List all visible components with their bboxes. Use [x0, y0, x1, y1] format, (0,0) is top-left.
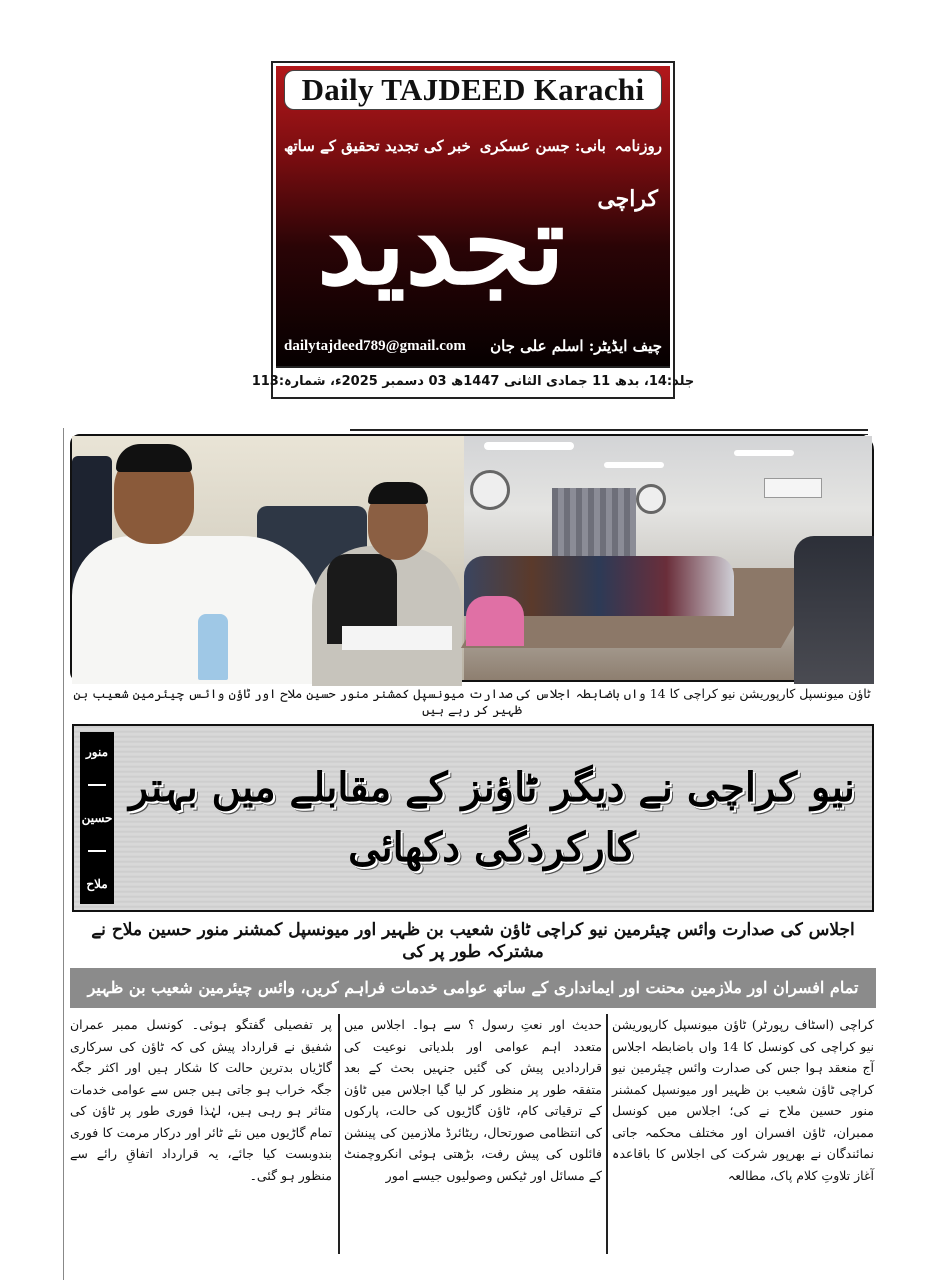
wall-fan	[470, 470, 510, 510]
column-divider	[338, 1014, 340, 1254]
byline-word: منور	[85, 744, 109, 759]
subheadline-1: اجلاس کی صدارت وائس چیئرمین نیو کراچی ٹاؤن شعیب بن ظہیر اور میونسپل کمشنر منور حسین ملاح نے مشترکہ طور پر کی	[91, 920, 855, 962]
left-frame-line	[63, 428, 64, 1280]
masthead-banner	[276, 66, 670, 368]
masthead-email: dailytajdeed789@gmail.com	[284, 337, 466, 354]
wall-fan	[636, 484, 666, 514]
masthead-motto: خبر کی تجدید تحقیق کے ساتھ	[284, 137, 471, 155]
byline-word: ملاح	[86, 877, 108, 892]
masthead-chief-editor: چیف ایڈیٹر: اسلم علی جان	[490, 337, 662, 355]
photo-caption: ٹاؤن میونسپل کارپوریشن نیو کراچی کا 14 واں باضابطہ اجلاس کی صدارت میونسپل کمشنر منور حسین ملاح اور ٹاؤن وائس چیئرمین شعیب بن ظہیر کر رہے ہیں	[73, 686, 871, 717]
masthead-founder: بانی: جسن عسکری	[479, 137, 606, 155]
article-column-3: پر تفصیلی گفتگو ہوئی۔ کونسل ممبر عمران شفیق نے قرارداد پیش کی کہ ٹاؤن کی سرکاری گاڑیاں بدترین حالت کا شکار ہیں اور اکثر جگہ جگہ خراب ہو جاتی ہیں جس سے عوامی خدمات متاثر ہو رہی ہیں، لہٰذا فوری طور پر ٹاؤن کی تمام گاڑیوں میں نئے ٹائر اور درکار مرمت کا فوری بندوبست کیا جائے، یہ قرارداد اتفاقِ رائے سے منظور ہو گئی۔	[70, 1017, 332, 1183]
article-column-2: حدیث اور نعتِ رسول ؟ سے ہوا۔ اجلاس میں متعدد اہم عوامی اور بلدیاتی نوعیت کی قراردادیں پیش کی گئیں جنہیں بحث کے بعد متفقہ طور پر منظور کر لیا گیا اجلاس میں ٹاؤن کے ترقیاتی کام، ٹاؤن گاڑیوں کی حالت، پارکوں کی انتظامی صورتحال، ریٹائرڈ ملازمین کی پینشن فائلوں کی پیش رفت، بڑھتی ہوئی انکروچمنٹ کے مسائل اور ٹیکس وصولیوں جیسے امور	[344, 1017, 602, 1183]
air-conditioner	[764, 478, 822, 498]
masthead-logo: تجدید	[317, 180, 565, 309]
water-bottle	[198, 614, 228, 680]
masthead-daily-label: روزنامہ	[614, 137, 662, 155]
ceiling-light	[484, 442, 574, 450]
byline-dash	[88, 850, 106, 852]
byline-dash	[88, 784, 106, 786]
column-divider	[606, 1014, 608, 1254]
masthead-bottom-row	[284, 328, 662, 364]
official-2-hair	[368, 482, 428, 504]
headline-box	[72, 724, 874, 912]
byline-word: حسین	[81, 810, 113, 825]
article-column-1: کراچی (اسٹاف رپورٹر) ٹاؤن میونسپل کارپوریشن نیو کراچی کی کونسل کا 14 واں باضابطہ اجلاس آج منعقد ہوا جس کی صدارت وائس چیئرمین نیو کراچی ٹاؤن شعیب بن ظہیر اور میونسپل کمشنر منور حسین ملاح نے کی؛ اجلاس میں کونسل ممبران، ٹاؤن افسران اور مختلف محکمہ جاتی نمائندگان نے بھرپور شرکت کی اجلاس کا باقاعدہ آغاز تلاوتِ کلام پاک، مطالعہ	[612, 1017, 874, 1183]
masthead-dateline: جلد:14، بدھ 11 جمادی الثانی 1447ھ 03 دسمبر 2025ء، شمارہ:113	[276, 366, 670, 394]
official-1-figure	[72, 536, 322, 684]
masthead	[251, 61, 695, 399]
attendee-pink	[466, 596, 524, 646]
official-1-hair	[116, 444, 192, 472]
masthead-tagline-row	[284, 124, 662, 168]
photo-officials-panel	[72, 436, 464, 680]
masthead-city: کراچی	[597, 186, 658, 212]
ceiling-light	[604, 462, 664, 468]
papers	[342, 626, 452, 650]
attendees-right	[794, 536, 874, 684]
subheadline-2: تمام افسران اور ملازمین محنت اور ایمانداری کے ساتھ عوامی خدمات فراہم کریں، وائس چیئرمین شعیب بن ظہیر	[70, 968, 876, 1008]
photo-meeting-room-panel	[464, 436, 872, 680]
headline-byline-label	[80, 732, 114, 904]
masthead-english-title: Daily TAJDEED Karachi	[284, 70, 662, 110]
main-headline: نیو کراچی نے دیگر ٹاؤنز کے مقابلے میں بہتر کارکردگی دکھائی	[129, 764, 855, 871]
ceiling-light	[734, 450, 794, 456]
meeting-photo	[70, 434, 874, 682]
